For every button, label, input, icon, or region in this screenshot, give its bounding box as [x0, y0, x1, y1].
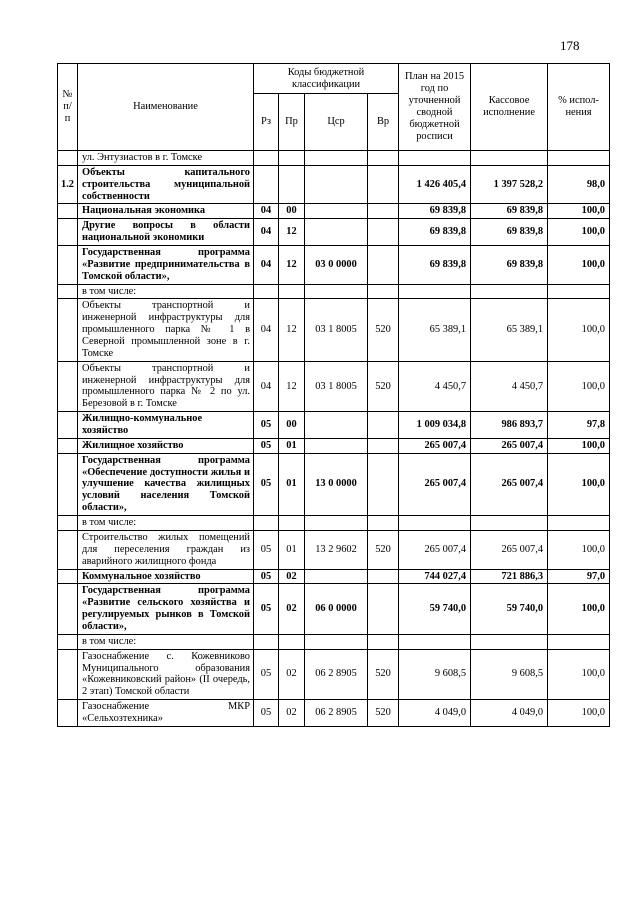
cell-csr: 03 1 8005	[305, 299, 368, 361]
cell-rz: 04	[254, 204, 279, 219]
cell-num	[58, 246, 78, 285]
cell-kass: 69 839,8	[471, 246, 548, 285]
cell-empty	[305, 634, 368, 649]
cell-pr: 01	[279, 530, 305, 569]
cell-empty	[368, 516, 399, 531]
cell-rz: 05	[254, 438, 279, 453]
cell-name: Коммунальное хозяйство	[78, 569, 254, 584]
cell-vr: 520	[368, 361, 399, 411]
cell-rz: 05	[254, 584, 279, 634]
cell-num	[58, 584, 78, 634]
cell-pct: 100,0	[548, 649, 610, 699]
cell-empty	[548, 516, 610, 531]
cell-rz: 04	[254, 219, 279, 246]
header-kass: Кассовое исполнение	[471, 64, 548, 151]
table-row	[58, 299, 610, 361]
cell-num	[58, 634, 78, 649]
cell-pct: 100,0	[548, 584, 610, 634]
cell-pr: 12	[279, 246, 305, 285]
cell-name: Национальная экономика	[78, 204, 254, 219]
cell-empty	[471, 151, 548, 166]
table-row	[58, 438, 610, 453]
cell-num	[58, 700, 78, 727]
cell-rz: 05	[254, 530, 279, 569]
cell-pct: 97,8	[548, 412, 610, 439]
cell-plan: 59 740,0	[399, 584, 471, 634]
header-codes: Коды бюджетной классификации	[254, 64, 399, 94]
table-row	[58, 649, 610, 699]
cell-empty	[254, 284, 279, 299]
cell-empty	[305, 151, 368, 166]
cell-plan: 265 007,4	[399, 438, 471, 453]
cell-empty	[279, 516, 305, 531]
cell-empty	[368, 284, 399, 299]
cell-rz	[254, 165, 279, 204]
cell-kass: 4 450,7	[471, 361, 548, 411]
cell-num	[58, 361, 78, 411]
cell-plan: 69 839,8	[399, 246, 471, 285]
cell-empty	[471, 516, 548, 531]
cell-kass: 59 740,0	[471, 584, 548, 634]
page-number: 178	[560, 38, 580, 53]
cell-kass: 986 893,7	[471, 412, 548, 439]
cell-csr: 06 2 8905	[305, 649, 368, 699]
cell-kass: 69 839,8	[471, 219, 548, 246]
cell-rz: 04	[254, 299, 279, 361]
cell-empty	[471, 284, 548, 299]
cell-plan: 9 608,5	[399, 649, 471, 699]
cell-rz: 05	[254, 453, 279, 515]
cell-plan: 4 049,0	[399, 700, 471, 727]
cell-pct: 98,0	[548, 165, 610, 204]
cell-pr: 02	[279, 649, 305, 699]
cell-kass: 265 007,4	[471, 438, 548, 453]
cell-vr	[368, 438, 399, 453]
table-row	[58, 204, 610, 219]
cell-pct: 100,0	[548, 438, 610, 453]
cell-num	[58, 516, 78, 531]
cell-num	[58, 453, 78, 515]
cell-name: Жилищное хозяйство	[78, 438, 254, 453]
cell-empty	[399, 516, 471, 531]
cell-kass: 69 839,8	[471, 204, 548, 219]
cell-vr	[368, 219, 399, 246]
cell-vr	[368, 165, 399, 204]
cell-rz: 05	[254, 569, 279, 584]
cell-num	[58, 438, 78, 453]
cell-empty	[548, 151, 610, 166]
cell-name: в том числе:	[78, 516, 254, 531]
cell-plan: 1 009 034,8	[399, 412, 471, 439]
header-pct: % испол-нения	[548, 64, 610, 151]
cell-empty	[399, 634, 471, 649]
header-pr: Пр	[279, 94, 305, 151]
cell-pct: 100,0	[548, 204, 610, 219]
cell-csr: 13 2 9602	[305, 530, 368, 569]
cell-empty	[399, 284, 471, 299]
cell-num	[58, 649, 78, 699]
cell-empty	[471, 634, 548, 649]
continuation-row	[58, 284, 610, 299]
cell-rz: 05	[254, 412, 279, 439]
cell-name: Строительство жилых помещений для переселения граждан из аварийного жилищного фонда	[78, 530, 254, 569]
table-row	[58, 219, 610, 246]
cell-empty	[305, 516, 368, 531]
cell-name: в том числе:	[78, 284, 254, 299]
cell-rz: 04	[254, 361, 279, 411]
cell-pr: 00	[279, 204, 305, 219]
cell-name: Государственная программа «Развитие сельского хозяйства и регулируемых рынков в Томской области»,	[78, 584, 254, 634]
table-row	[58, 165, 610, 204]
cell-csr	[305, 204, 368, 219]
cell-vr	[368, 204, 399, 219]
cell-num	[58, 219, 78, 246]
cell-plan: 265 007,4	[399, 530, 471, 569]
cell-empty	[548, 634, 610, 649]
cell-pr: 02	[279, 700, 305, 727]
cell-pct: 100,0	[548, 361, 610, 411]
cell-vr	[368, 569, 399, 584]
cell-csr: 03 0 0000	[305, 246, 368, 285]
cell-pr: 00	[279, 412, 305, 439]
cell-plan: 69 839,8	[399, 219, 471, 246]
cell-plan: 265 007,4	[399, 453, 471, 515]
cell-empty	[279, 284, 305, 299]
cell-vr	[368, 453, 399, 515]
cell-plan: 65 389,1	[399, 299, 471, 361]
cell-name: Государственная программа «Обеспечение доступности жилья и улучшение качества жилищных условий населения Томской области»,	[78, 453, 254, 515]
continuation-row	[58, 634, 610, 649]
cell-num: 1.2	[58, 165, 78, 204]
cell-csr: 06 2 8905	[305, 700, 368, 727]
budget-table	[57, 63, 610, 727]
cell-pr: 01	[279, 438, 305, 453]
cell-csr	[305, 412, 368, 439]
cell-pr: 12	[279, 361, 305, 411]
cell-pr: 12	[279, 299, 305, 361]
header-name: Наименование	[78, 64, 254, 151]
cell-empty	[368, 151, 399, 166]
cell-name: Другие вопросы в области национальной экономики	[78, 219, 254, 246]
cell-csr	[305, 569, 368, 584]
table-row	[58, 453, 610, 515]
cell-num	[58, 299, 78, 361]
table-row	[58, 569, 610, 584]
cell-rz: 04	[254, 246, 279, 285]
cell-pct: 100,0	[548, 700, 610, 727]
cell-empty	[279, 151, 305, 166]
cell-num	[58, 569, 78, 584]
cell-pct: 100,0	[548, 530, 610, 569]
cell-plan: 744 027,4	[399, 569, 471, 584]
table-row	[58, 584, 610, 634]
cell-empty	[368, 634, 399, 649]
header-rz: Рз	[254, 94, 279, 151]
cell-kass: 9 608,5	[471, 649, 548, 699]
cell-pr: 02	[279, 569, 305, 584]
cell-empty	[399, 151, 471, 166]
cell-name: Государственная программа «Развитие предпринимательства в Томской области»,	[78, 246, 254, 285]
cell-pct: 100,0	[548, 246, 610, 285]
cell-empty	[254, 634, 279, 649]
table-row	[58, 530, 610, 569]
table-body	[58, 151, 610, 727]
cell-pct: 100,0	[548, 219, 610, 246]
cell-name: Объекты капитального строительства муниципальной собственности	[78, 165, 254, 204]
cell-pct: 97,0	[548, 569, 610, 584]
cell-kass: 1 397 528,2	[471, 165, 548, 204]
cell-num	[58, 412, 78, 439]
cell-pct: 100,0	[548, 299, 610, 361]
cell-empty	[305, 284, 368, 299]
cell-kass: 65 389,1	[471, 299, 548, 361]
cell-csr	[305, 165, 368, 204]
cell-vr	[368, 412, 399, 439]
cell-num	[58, 204, 78, 219]
cell-plan: 4 450,7	[399, 361, 471, 411]
cell-pct: 100,0	[548, 453, 610, 515]
cell-vr: 520	[368, 649, 399, 699]
cell-kass: 265 007,4	[471, 453, 548, 515]
cell-empty	[254, 516, 279, 531]
table-row	[58, 412, 610, 439]
cell-kass: 721 886,3	[471, 569, 548, 584]
cell-vr: 520	[368, 530, 399, 569]
cell-num	[58, 530, 78, 569]
cell-rz: 05	[254, 649, 279, 699]
cell-csr	[305, 219, 368, 246]
cell-num	[58, 151, 78, 166]
header-vr: Вр	[368, 94, 399, 151]
cell-pr: 02	[279, 584, 305, 634]
cell-csr: 13 0 0000	[305, 453, 368, 515]
header-plan: План на 2015 год по уточненной сводной бюджетной росписи	[399, 64, 471, 151]
cell-name: ул. Энтузиастов в г. Томске	[78, 151, 254, 166]
cell-csr: 03 1 8005	[305, 361, 368, 411]
cell-empty	[548, 284, 610, 299]
continuation-row	[58, 151, 610, 166]
cell-empty	[279, 634, 305, 649]
cell-kass: 265 007,4	[471, 530, 548, 569]
header-num: № п/п	[58, 64, 78, 151]
table-row	[58, 361, 610, 411]
cell-name: Газоснабжение МКР «Сельхозтехника»	[78, 700, 254, 727]
cell-empty	[254, 151, 279, 166]
cell-pr	[279, 165, 305, 204]
table-row	[58, 700, 610, 727]
cell-name: Объекты транспортной и инженерной инфраструктуры для промышленного парка № 1 в Северной промышленной зоне в г. Томске	[78, 299, 254, 361]
cell-rz: 05	[254, 700, 279, 727]
cell-vr: 520	[368, 700, 399, 727]
cell-num	[58, 284, 78, 299]
table-row	[58, 246, 610, 285]
cell-pr: 12	[279, 219, 305, 246]
cell-plan: 69 839,8	[399, 204, 471, 219]
cell-vr: 520	[368, 299, 399, 361]
cell-plan: 1 426 405,4	[399, 165, 471, 204]
cell-name: в том числе:	[78, 634, 254, 649]
cell-vr	[368, 584, 399, 634]
cell-pr: 01	[279, 453, 305, 515]
cell-name: Жилищно-коммунальное хозяйство	[78, 412, 254, 439]
continuation-row	[58, 516, 610, 531]
cell-name: Газоснабжение с. Кожевниково Муниципального образования «Кожевниковский район» (II очередь, 2 этап) Томской области	[78, 649, 254, 699]
cell-name: Объекты транспортной и инженерной инфраструктуры для промышленного парка № 2 по ул. Березовой в г. Томске	[78, 361, 254, 411]
cell-kass: 4 049,0	[471, 700, 548, 727]
cell-vr	[368, 246, 399, 285]
cell-csr: 06 0 0000	[305, 584, 368, 634]
header-csr: Цср	[305, 94, 368, 151]
cell-csr	[305, 438, 368, 453]
